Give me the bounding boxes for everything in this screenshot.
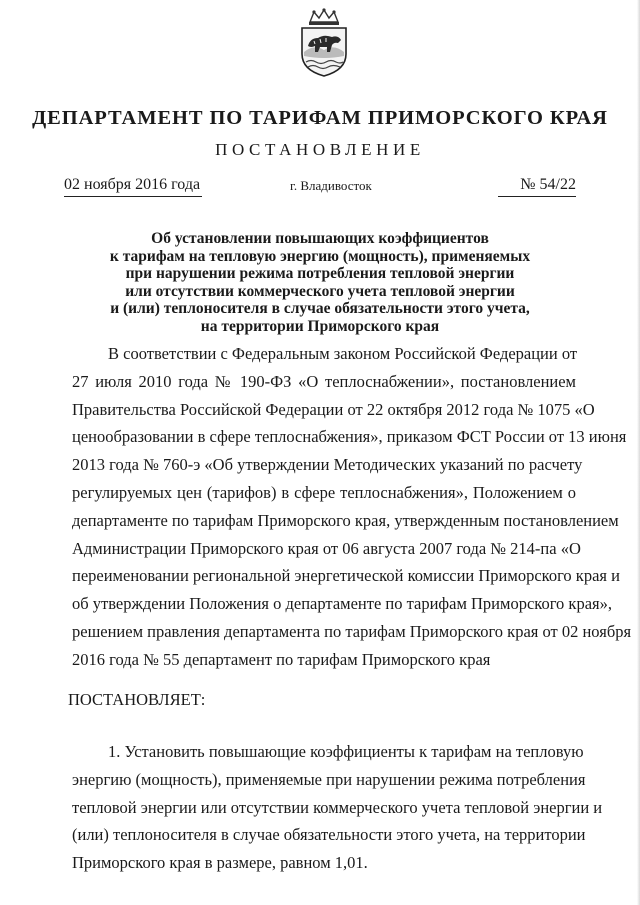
title-line: Об установлении повышающих коэффициентов — [151, 230, 489, 247]
clause-1 — [72, 738, 603, 877]
preamble-line: решением правления департамента по тарифам Приморского края от 02 ноября — [72, 621, 632, 641]
preamble-line: регулируемых цен (тарифов) в сфере теплоснабжения», Положением о — [72, 482, 576, 502]
title-line: к тарифам на тепловую энергию (мощность), применяемых — [109, 247, 531, 265]
title-line: или отсутствии коммерческого учета тепловой энергии — [125, 282, 515, 300]
title-line: и (или) теплоносителя в случае обязательности этого учета, — [110, 300, 530, 318]
preamble-line: В соответствии с Федеральным законом Российской Федерации от — [108, 344, 578, 363]
preamble-line: переименовании региональной энергетической комиссии Приморского края и — [72, 566, 620, 586]
department-name: ДЕПАРТАМЕНТ ПО ТАРИФАМ ПРИМОРСКОГО КРАЯ — [32, 107, 608, 129]
resolve-heading: ПОСТАНОВЛЯЕТ: — [68, 690, 206, 709]
document-number: № 54/22 — [498, 176, 576, 197]
coat-of-arms-icon — [296, 8, 352, 78]
preamble-line: 2013 года № 760-э «Об утверждении Методических указаний по расчету — [72, 455, 583, 475]
preamble-line: департаменте по тарифам Приморского края, утвержденным постановлением — [72, 510, 619, 530]
title-line: при нарушении режима потребления тепловой энергии — [125, 265, 515, 283]
preamble-line: об утверждении Положения о департаменте по тарифам Приморского края», — [72, 594, 612, 614]
clause-line: тепловой энергии или отсутствии коммерческого учета тепловой энергии и — [72, 797, 603, 817]
clause-line: Приморского края в размере, равном 1,01. — [72, 853, 368, 873]
clause-line: 1. Установить повышающие коэффициенты к тарифам на тепловую — [108, 742, 584, 761]
preamble-line: Администрации Приморского края от 06 августа 2007 года № 214-па «О — [72, 538, 581, 558]
preamble-paragraph — [72, 340, 632, 674]
clause-line: (или) теплоносителя в случае обязательности этого учета, на территории — [72, 825, 586, 845]
document-city: г. Владивосток — [290, 178, 372, 193]
preamble-line: 27 июля 2010 года № 190-ФЗ «О теплоснабжении», постановлением — [72, 371, 576, 391]
preamble-line: Правительства Российской Федерации от 22 октября 2012 года № 1075 «О — [72, 399, 595, 419]
preamble-line: 2016 года № 55 департамент по тарифам Приморского края — [72, 649, 491, 669]
title-line: на территории Приморского края — [200, 317, 440, 335]
document-date: 02 ноября 2016 года — [64, 176, 202, 197]
document-type: ПОСТАНОВЛЕНИЕ — [215, 140, 425, 159]
document-title — [70, 230, 570, 336]
clause-line: энергию (мощность), применяемые при нарушении режима потребления — [72, 769, 586, 789]
preamble-line: ценообразовании в сфере теплоснабжения», приказом ФСТ России от 13 июня — [72, 427, 627, 447]
